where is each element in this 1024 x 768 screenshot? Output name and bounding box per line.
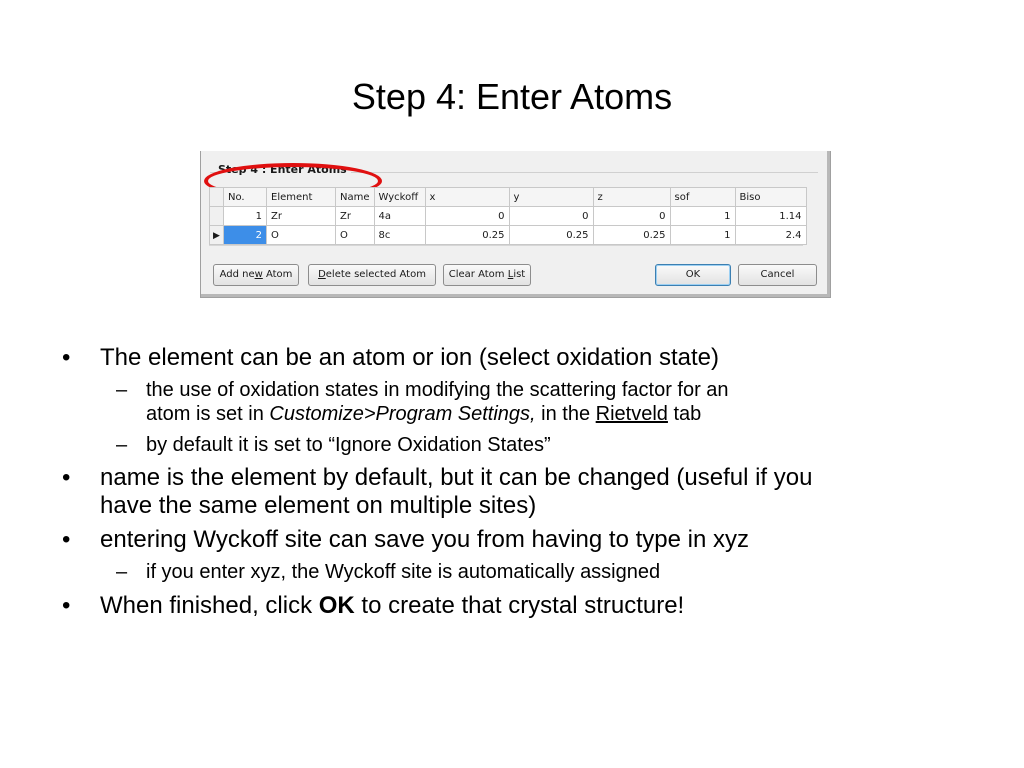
section-label: Step 4 : Enter Atoms — [218, 163, 351, 176]
col-header-biso[interactable]: Biso — [735, 188, 806, 207]
bullet-marker: • — [62, 464, 71, 491]
row-pointer-icon: ▶ — [213, 230, 220, 241]
rietveld-link: Rietveld — [595, 403, 668, 425]
cell-element[interactable]: O — [267, 226, 336, 245]
sub-bullet-xyz-assigned: if you enter xyz, the Wyckoff site is automatically assigned — [146, 561, 661, 583]
col-header-no[interactable]: No. — [224, 188, 267, 207]
cell-biso[interactable]: 2.4 — [735, 226, 806, 245]
sub-bullet-oxidation-line2: atom is set in Customize>Program Settings, in the Rietveld tab — [146, 403, 702, 425]
sub-bullet-oxidation-line1: the use of oxidation states in modifying the scattering factor for an — [146, 379, 729, 401]
slide-title: Step 4: Enter Atoms — [351, 76, 673, 117]
row-header[interactable] — [210, 207, 224, 226]
cell-wyckoff[interactable]: 8c — [374, 226, 425, 245]
table-row[interactable] — [210, 226, 807, 245]
cell-biso[interactable]: 1.14 — [735, 207, 806, 226]
cell-no[interactable]: 1 — [224, 207, 267, 226]
atoms-grid[interactable] — [209, 187, 807, 245]
row-header-corner — [210, 188, 224, 207]
section-header — [210, 159, 818, 181]
cell-x[interactable]: 0.25 — [425, 226, 509, 245]
delete-selected-atom-button[interactable]: Delete selected Atom — [308, 264, 436, 286]
cell-x[interactable]: 0 — [425, 207, 509, 226]
col-header-name[interactable]: Name — [336, 188, 375, 207]
col-header-element[interactable]: Element — [267, 188, 336, 207]
bullet-name-line2: have the same element on multiple sites) — [100, 492, 537, 519]
col-header-wyckoff[interactable]: Wyckoff — [374, 188, 425, 207]
bullet-click-ok: When finished, click OK to create that crystal structure! — [100, 592, 685, 619]
cell-sof[interactable]: 1 — [670, 226, 735, 245]
cancel-button[interactable]: Cancel — [738, 264, 817, 286]
enter-atoms-dialog — [200, 151, 831, 298]
row-header[interactable] — [210, 226, 224, 245]
grid-header-row — [210, 188, 807, 207]
col-header-z[interactable]: z — [593, 188, 670, 207]
bullet-name-line1: name is the element by default, but it can be changed (useful if you — [100, 464, 813, 491]
cell-z[interactable]: 0.25 — [593, 226, 670, 245]
bullet-marker: • — [62, 344, 71, 371]
clear-atom-list-button[interactable]: Clear Atom List — [443, 264, 531, 286]
cell-wyckoff[interactable]: 4a — [374, 207, 425, 226]
cell-y[interactable]: 0 — [509, 207, 593, 226]
cell-sof[interactable]: 1 — [670, 207, 735, 226]
dash-marker: – — [116, 379, 128, 401]
col-header-x[interactable]: x — [425, 188, 509, 207]
col-header-y[interactable]: y — [509, 188, 593, 207]
dash-marker: – — [116, 561, 128, 583]
bullet-wyckoff: entering Wyckoff site can save you from having to type in xyz — [100, 526, 749, 553]
cell-element[interactable]: Zr — [267, 207, 336, 226]
bullet-marker: • — [62, 526, 71, 553]
cell-z[interactable]: 0 — [593, 207, 670, 226]
ok-button[interactable]: OK — [655, 264, 731, 286]
dash-marker: – — [116, 434, 128, 456]
cell-no[interactable]: 2 — [224, 226, 267, 245]
grid-bottom-edge — [209, 245, 803, 246]
bullet-element-atom-or-ion: The element can be an atom or ion (select oxidation state) — [100, 344, 720, 371]
cell-name[interactable]: O — [336, 226, 375, 245]
add-new-atom-button[interactable]: Add new Atom — [213, 264, 299, 286]
cell-name[interactable]: Zr — [336, 207, 375, 226]
table-row[interactable] — [210, 207, 807, 226]
sub-bullet-default-setting: by default it is set to “Ignore Oxidation States” — [146, 434, 551, 456]
bullet-marker: • — [62, 592, 71, 619]
col-header-sof[interactable]: sof — [670, 188, 735, 207]
cell-y[interactable]: 0.25 — [509, 226, 593, 245]
